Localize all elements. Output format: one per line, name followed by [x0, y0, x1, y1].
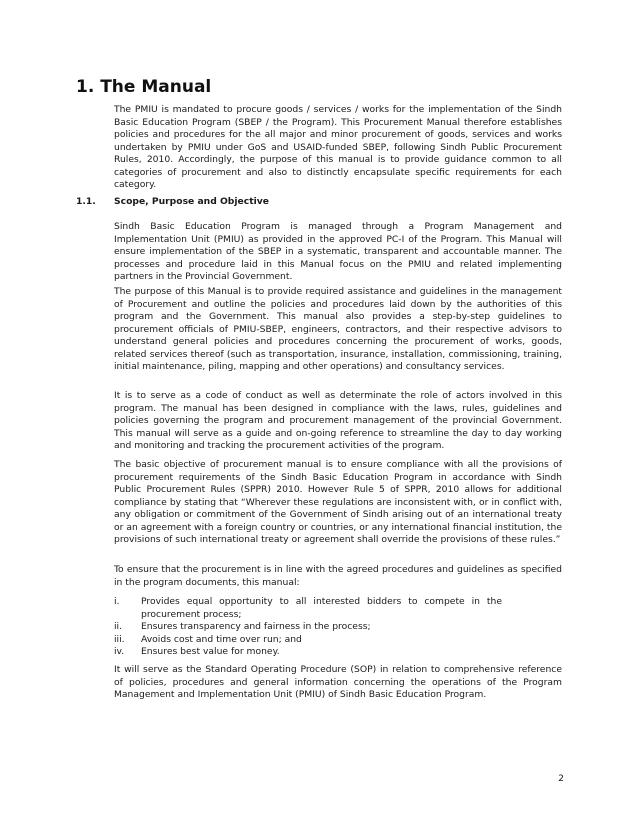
chapter-title: 1. The Manual	[76, 77, 212, 97]
scope-paragraph: Sindh Basic Education Program is managed through a Program Management and Implementation Unit (PMIU) as provided in the approved PC-I of the Program. This Manual will ensure implementation of the SBEP in a systematic, transparent and accountable manner. The processes and procedure laid in this Manual focus on the PMIU and related implementing partners in the Provincial Government.	[114, 221, 562, 282]
list-text: Ensures transparency and fairness in the process;	[141, 621, 371, 632]
list-item	[114, 621, 562, 634]
list-text: Provides equal opportunity to all interested bidders to compete in the procurement process;	[141, 596, 502, 620]
list-text: Ensures best value for money.	[141, 646, 280, 657]
purpose-paragraph: The purpose of this Manual is to provide required assistance and guidelines in the management of Procurement and outline the policies and procedures laid down by the authorities of this program and the Government. This manual also provides a step-by-step guidelines to procurement officials of PMIU-SBEP, engineers, contractors, and their respective advisors to understand general policies and procedures concerning the procurement of works, goods, related services thereof (such as transportation, insurance, installation, commissioning, training, initial maintenance, piling, mapping and other operations) and consultancy services.	[114, 286, 562, 372]
closing-paragraph: It will serve as the Standard Operating Procedure (SOP) in relation to comprehensive reference of policies, procedures and general information concerning the operations of the Program Management and Implementation Unit (PMIU) of Sindh Basic Education Program.	[114, 664, 562, 700]
objectives-list	[114, 596, 562, 659]
list-marker: i.	[114, 596, 120, 607]
section-number: 1.1.	[76, 196, 96, 207]
objective-paragraph: The basic objective of procurement manual is to ensure compliance with all the provisions of procurement requirements of the Sindh Basic Education Program in accordance with Sindh Public Procurement Rules (SPPR) 2010. However Rule 5 of SPPR, 2010 allows for additional compliance by stating that “Wherever these regulations are inconsistent with, or in conflict with, any obligation or commitment of the Government of Sindh arising out of an international treaty or an agreement with a foreign country or countries, or any international financial institution, the provisions of such international treaty or agreement shall override the provisions of these rules.”	[114, 459, 562, 545]
section-title: Scope, Purpose and Objective	[114, 196, 269, 207]
list-item	[114, 646, 562, 659]
intro-paragraph: The PMIU is mandated to procure goods / services / works for the implementation of the Sindh Basic Education Program (SBEP / the Program). This Procurement Manual therefore establishes policies and procedures for the all major and minor procurement of goods, services and works undertaken by PMIU under GoS and USAID-funded SBEP, following Sindh Public Procurement Rules, 2010. Accordingly, the purpose of this manual is to provide guidance common to all categories of procurement and also to distinctly encapsulate specific requirements for each category.	[114, 104, 562, 190]
list-item	[114, 634, 562, 647]
list-intro-paragraph: To ensure that the procurement is in line with the agreed procedures and guidelines as specified in the program documents, this manual:	[114, 564, 562, 588]
list-marker: ii.	[114, 621, 123, 632]
list-marker: iii.	[114, 633, 125, 645]
page-number: 2	[558, 774, 564, 784]
list-marker: iv.	[114, 646, 125, 657]
list-text: Avoids cost and time over run; and	[141, 633, 302, 645]
code-of-conduct-paragraph: It is to serve as a code of conduct as well as determinate the role of actors involved in this program. The manual has been designed in compliance with the laws, rules, guidelines and policies governing the program and procurement management of the provincial Government. This manual will serve as a guide and on-going reference to streamline the day to day working and monitoring and tracking the procurement activities of the program.	[114, 390, 562, 451]
list-item	[114, 596, 562, 621]
